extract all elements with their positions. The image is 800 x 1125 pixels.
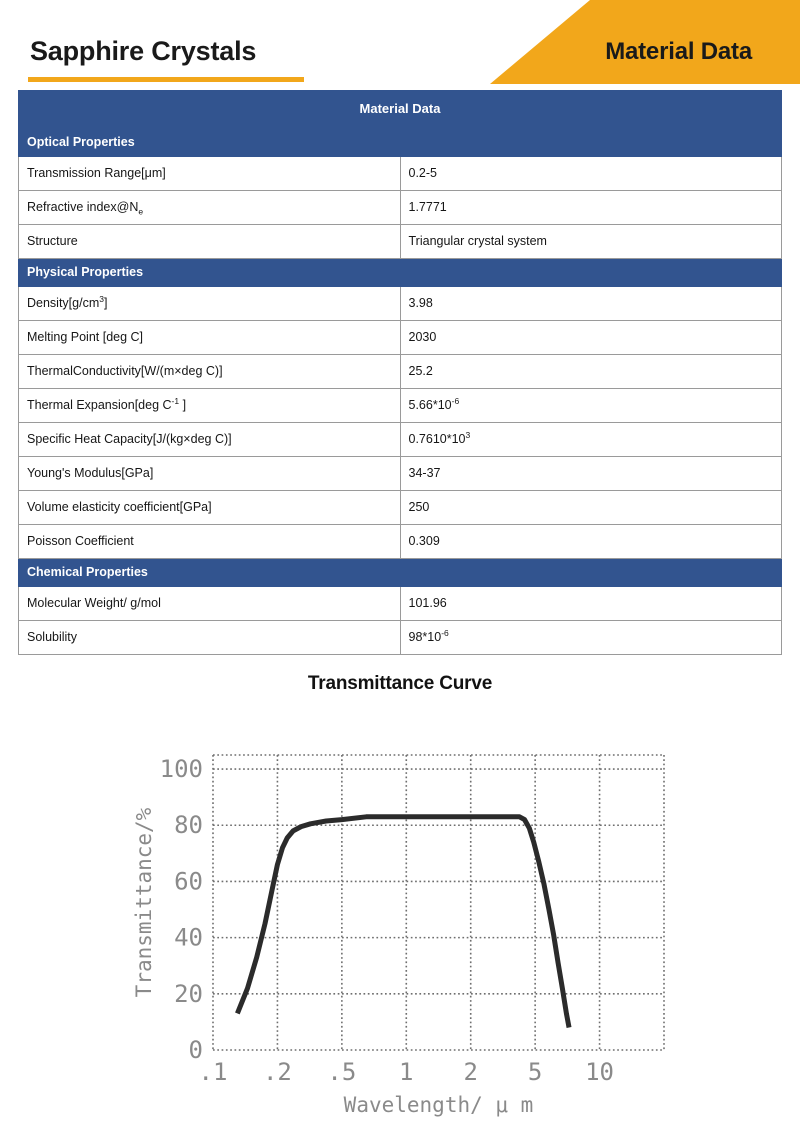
property-value-cell: 34-37 (400, 457, 782, 491)
property-value-cell: $0.7610*10^3$ (400, 423, 782, 457)
property-name-cell: Volume elasticity coefficient[GPa] (19, 491, 401, 525)
table-section-row (19, 129, 782, 157)
chart-y-tick-label: 0 (188, 1036, 203, 1064)
property-name-cell: Refractive $index@N_e$ (19, 191, 401, 225)
table-row (19, 423, 782, 457)
table-row (19, 191, 782, 225)
property-name-cell: Specific Heat Capacity[J/(kg×deg C)] (19, 423, 401, 457)
chart-x-axis-label: Wavelength/ μ m (343, 1093, 534, 1117)
table-row (19, 525, 782, 559)
chart-x-tick-label: .5 (327, 1058, 357, 1086)
table-section-row (19, 259, 782, 287)
property-name-cell: ThermalConductivity[W/(m×deg C)] (19, 355, 401, 389)
table-row (19, 621, 782, 655)
property-name-cell: Structure (19, 225, 401, 259)
chart-y-tick-label: 80 (174, 811, 203, 840)
table-section-header: Optical Properties (19, 129, 782, 157)
property-value-cell: 0.2-5 (400, 157, 782, 191)
table-row (19, 457, 782, 491)
material-data-table (18, 90, 782, 655)
chart-x-tick-label: 2 (463, 1058, 478, 1086)
chart-y-tick-label: 100 (159, 755, 203, 784)
transmittance-chart (0, 667, 800, 1117)
table-title-cell: Material Data (19, 91, 782, 129)
table-row (19, 587, 782, 621)
table-section-header: Physical Properties (19, 259, 782, 287)
table-section-header: Chemical Properties (19, 559, 782, 587)
table-row (19, 491, 782, 525)
chart-x-tick-label: .2 (262, 1058, 292, 1086)
property-value-cell: 25.2 (400, 355, 782, 389)
property-name-cell: Young's Modulus[GPa] (19, 457, 401, 491)
chart-x-tick-label: .1 (198, 1058, 228, 1086)
chart-title: Transmittance Curve (307, 673, 493, 694)
property-value-cell: 250 (400, 491, 782, 525)
table-row (19, 157, 782, 191)
property-name-cell: Thermal Expansion[deg $C^{-1}$ ] (19, 389, 401, 423)
chart-plot-group (132, 755, 664, 1117)
table-row (19, 355, 782, 389)
chart-svg (0, 705, 800, 1117)
property-value-cell: $98*10^{-6}$ (400, 621, 782, 655)
chart-y-tick-label: 40 (174, 923, 203, 952)
property-value-cell: 3.98 (400, 287, 782, 321)
property-value-cell: $5.66*10^{-6}$ (400, 389, 782, 423)
page-header (0, 0, 800, 90)
property-value-cell: 1.7771 (400, 191, 782, 225)
property-name-cell: Melting Point [deg C] (19, 321, 401, 355)
chart-x-tick-label: 5 (527, 1058, 543, 1086)
table-row (19, 287, 782, 321)
property-value-cell: Triangular crystal system (400, 225, 782, 259)
material-data-table-wrapper (18, 90, 782, 655)
property-name-cell: Molecular Weight/ g/mol (19, 587, 401, 621)
chart-x-tick-label: 1 (399, 1058, 414, 1086)
property-value-cell: 0.309 (400, 525, 782, 559)
property-name-cell: $Density[g/cm^3]$ (19, 287, 401, 321)
property-name-cell: Solubility (19, 621, 401, 655)
page-title: Sapphire Crystals (30, 36, 257, 66)
table-section-row (19, 559, 782, 587)
property-name-cell: Transmission Range[μm] (19, 157, 401, 191)
property-name-cell: Poisson Coefficient (19, 525, 401, 559)
chart-series-line (237, 817, 569, 1028)
table-row (19, 389, 782, 423)
property-value-cell: 101.96 (400, 587, 782, 621)
chart-y-tick-label: 20 (174, 979, 203, 1008)
chart-y-axis-label: Transmittance/% (132, 807, 156, 998)
chart-canvas (0, 705, 800, 1117)
table-row (19, 225, 782, 259)
table-title-row (19, 91, 782, 129)
chart-x-tick-label: 10 (585, 1058, 615, 1086)
title-underline (28, 77, 304, 82)
table-row (19, 321, 782, 355)
property-value-cell: 2030 (400, 321, 782, 355)
header-badge: Material Data (605, 38, 752, 65)
chart-y-tick-label: 60 (174, 867, 203, 896)
